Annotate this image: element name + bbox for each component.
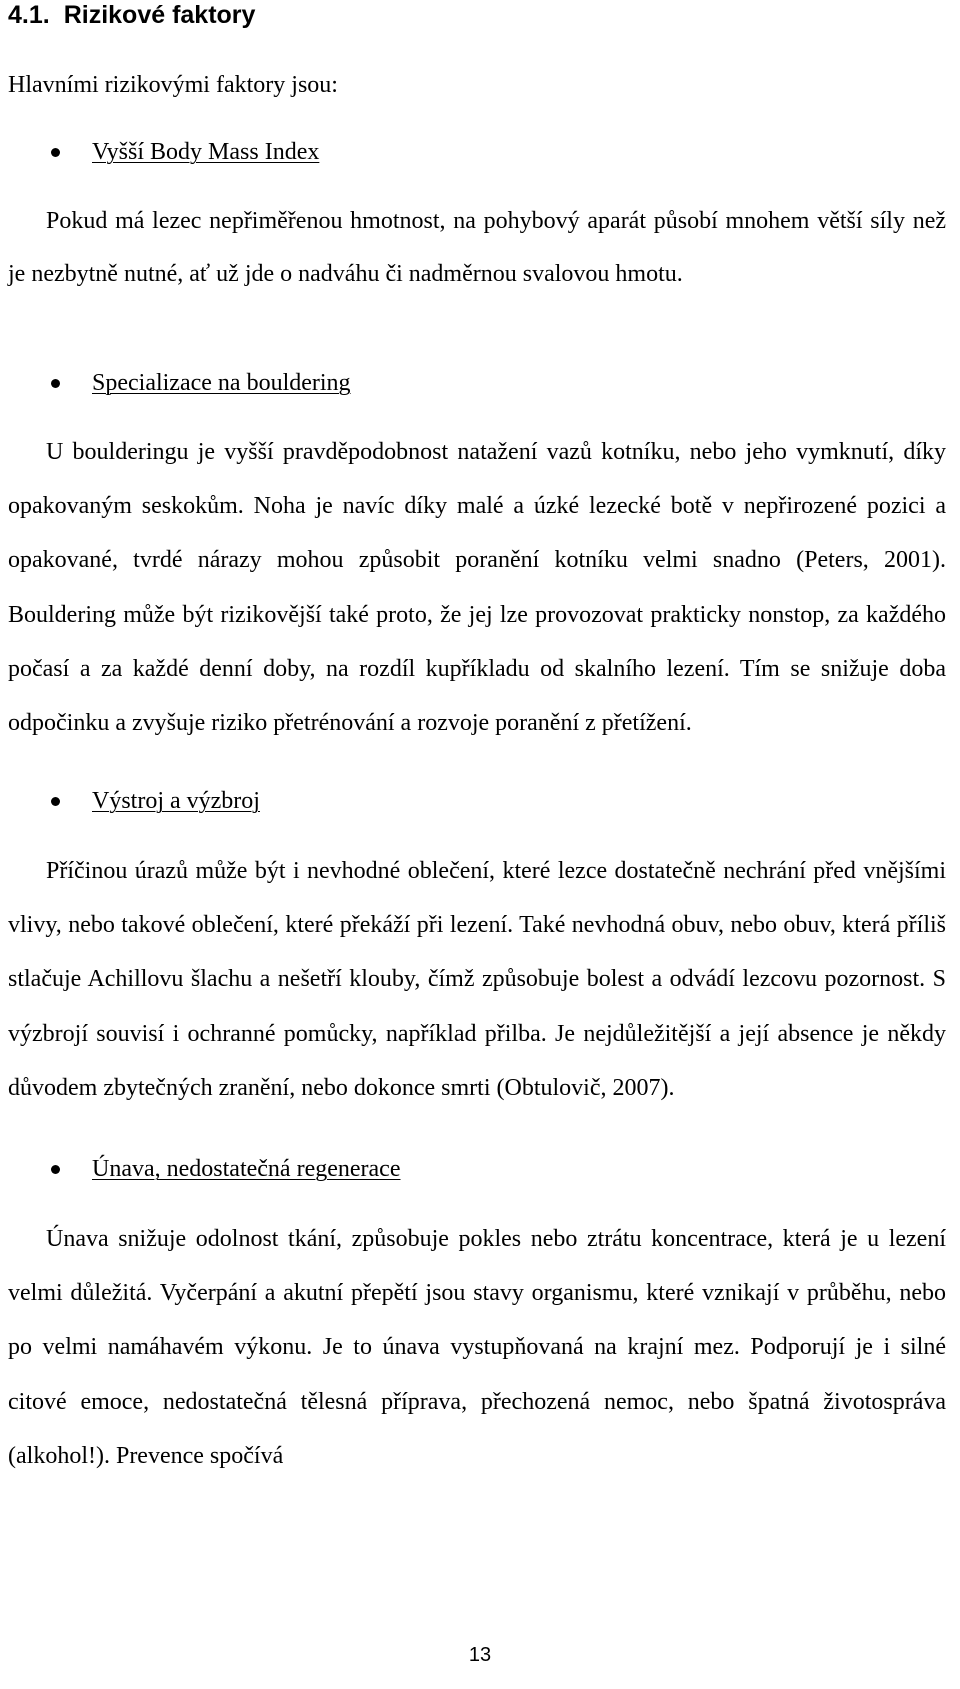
- factor-paragraph-fatigue: Únava snižuje odolnost tkání, způsobuje pokles nebo ztrátu koncentrace, která je u lezení velmi důležitá. Vyčerpání a akutní přepětí jsou stavy organismu, které vznikají v průběhu, nebo po velmi namáhavém výkonu. Je to únava vystupňovaná na krajní mez. Podporují je i silné citové emoce, nedostatečná tělesná příprava, přechozená nemoc, nebo špatná životospráva (alkohol!). Prevence spočívá: [8, 1226, 946, 1469]
- factor-title: Specializace na bouldering: [92, 370, 351, 396]
- bullet-icon: [51, 797, 60, 806]
- section-title: Rizikové faktory: [63, 1, 256, 29]
- page-number: 13: [468, 1644, 492, 1666]
- bullet-icon: [51, 1165, 60, 1174]
- factor-title: Únava, nedostatečná regenerace: [92, 1156, 401, 1182]
- intro-text: Hlavními rizikovými faktory jsou:: [8, 72, 338, 98]
- factor-paragraph-bmi: Pokud má lezec nepřiměřenou hmotnost, na pohybový aparát působí mnohem větší síly než je nezbytně nutné, ať už jde o nadváhu či nadměrnou svalovou hmotu.: [8, 208, 946, 288]
- factor-paragraph-equipment: Příčinou úrazů může být i nevhodné oblečení, které lezce dostatečně nechrání před vnějšími vlivy, nebo takové oblečení, které překáží při lezení. Také nevhodná obuv, nebo obuv, která příliš stlačuje Achillovu šlachu a nešetří klouby, čímž způsobuje bolest a odvádí lezcovu pozornost. S výzbrojí souvisí i ochranné pomůcky, například přilba. Je nejdůležitější a její absence je někdy důvodem zbytečných zranění, nebo dokonce smrti (Obtulovič, 2007).: [8, 858, 946, 1101]
- bullet-icon: [51, 379, 60, 388]
- factor-paragraph-bouldering: U boulderingu je vyšší pravděpodobnost natažení vazů kotníku, nebo jeho vymknutí, díky opakovaným seskokům. Noha je navíc díky malé a úzké lezecké botě v nepřirozené pozici a opakované, tvrdé nárazy mohou způsobit poranění kotníku velmi snadno (Peters, 2001). Bouldering může být rizikovější také proto, že jej lze provozovat prakticky nonstop, za každého počasí a za každé denní doby, na rozdíl kupříkladu od skalního lezení. Tím se snižuje doba odpočinku a zvyšuje riziko přetrénování a rozvoje poranění z přetížení.: [8, 439, 946, 737]
- section-number: 4.1.: [8, 1, 50, 29]
- section-heading: [8, 0, 255, 30]
- bullet-icon: [51, 148, 60, 157]
- factor-title: Výstroj a výzbroj: [92, 788, 260, 814]
- factor-title: Vyšší Body Mass Index: [92, 139, 320, 165]
